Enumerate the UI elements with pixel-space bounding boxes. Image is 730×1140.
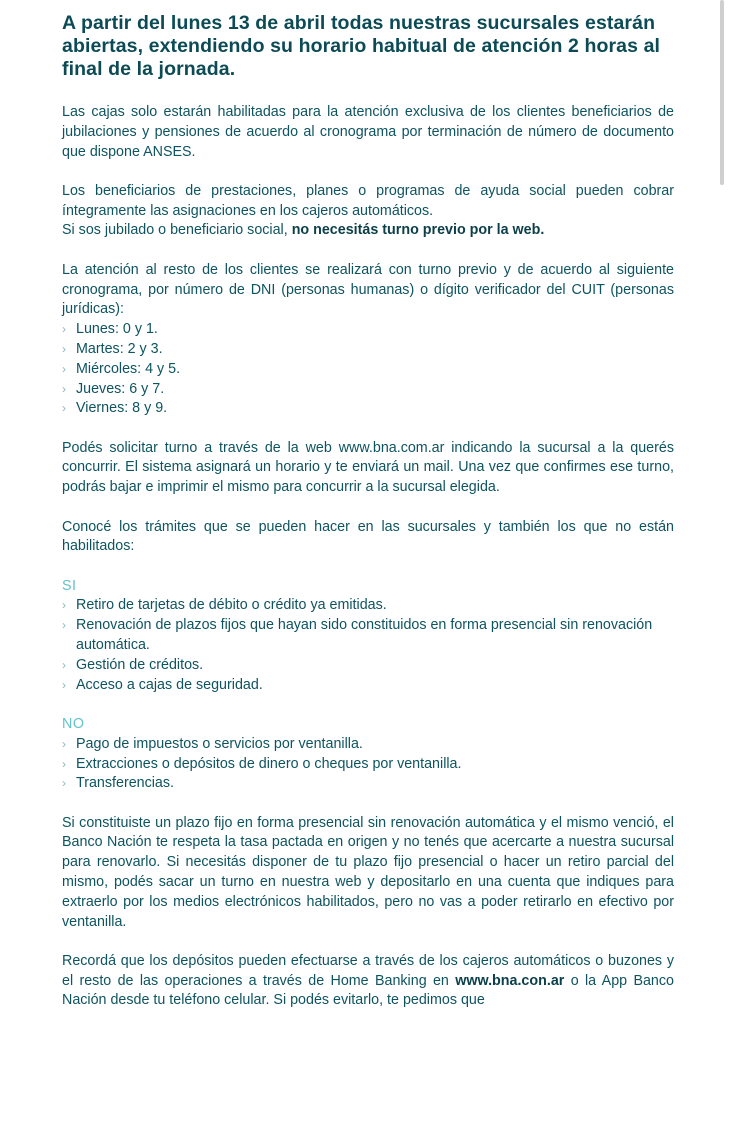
bullet-arrow-icon: › [62, 776, 66, 791]
paragraph-resto-clientes: La atención al resto de los clientes se realizará con turno previo y de acuerdo al siguiente cronograma, por número de DNI (personas humanas) o dígito verificador del CUIT (personas jurídicas): [62, 261, 674, 318]
list-item: › Renovación de plazos fijos que hayan sido constituidos en forma presencial sin renovación automática. [62, 617, 653, 654]
bullet-arrow-icon: › [62, 361, 66, 376]
list-item: › Martes: 2 y 3. [62, 340, 674, 360]
paragraph-cajas: Las cajas solo estarán habilitadas para la atención exclusiva de los clientes beneficiarios de jubilaciones y pensiones de acuerdo al cronograma por terminación de número de documento que dispone ANSES. [62, 104, 674, 160]
bullet-arrow-icon: › [62, 401, 66, 416]
si-section-label: SI [62, 577, 77, 594]
bullet-arrow-icon: › [62, 322, 66, 337]
bna-link[interactable]: www.bna.con.ar [455, 972, 565, 989]
bullet-arrow-icon: › [62, 341, 66, 356]
cronograma-list [62, 320, 674, 419]
bullet-arrow-icon: › [62, 756, 66, 771]
list-item: › Lunes: 0 y 1. [62, 320, 674, 340]
notice-document [62, 12, 674, 1011]
bullet-arrow-icon: › [62, 381, 66, 396]
paragraph-solicitar-turno: Podés solicitar turno a través de la web www.bna.com.ar indicando la sucursal a la querés concurrir. El sistema asignará un horario y te enviará un mail. Una vez que confirmes ese turno, podrás bajar e imprimir el mismo para concurrir a la sucursal elegida. [62, 439, 674, 496]
list-item: › Jueves: 6 y 7. [62, 380, 674, 400]
jubilado-text: Si sos jubilado o beneficiario social, [62, 222, 288, 239]
paragraph-recorda: Recordá que los depósitos pueden efectuarse a través de los cajeros automáticos o buzones y el resto de las operaciones a través de Home Banking en www.bna.con.ar o la App Banco Nación desde tu teléfono celular. Si podés evitarlo, te pedimos que [62, 952, 674, 1009]
bullet-arrow-icon: › [62, 736, 66, 751]
bullet-arrow-icon: › [62, 618, 66, 633]
paragraph-beneficiarios: Los beneficiarios de prestaciones, planes o programas de ayuda social pueden cobrar íntegramente las asignaciones en los cajeros automáticos. [62, 182, 674, 219]
headline: A partir del lunes 13 de abril todas nuestras sucursales estarán abiertas, extendiendo su horario habitual de atención 2 horas al final de la jornada. [62, 12, 661, 80]
bullet-arrow-icon: › [62, 657, 66, 672]
list-item: › Pago de impuestos o servicios por ventanilla. [62, 735, 674, 755]
list-item: › Miércoles: 4 y 5. [62, 360, 674, 380]
paragraph-plazo-fijo: Si constituiste un plazo fijo en forma presencial sin renovación automática y el mismo venció, el Banco Nación te respeta la tasa pactada en origen y no tenés que acercarte a nuestra sucursal para renovarlo. Si necesitás disponer de tu plazo fijo presencial o hacer un retiro parcial del mismo, podés sacar un turno en nuestra web y depositarlo en una cuenta que indiques para extraerlo por los medios electrónicos habilitados, pero no vas a poder retirarlo en efectivo por ventanilla. [62, 814, 674, 930]
paragraph-jubilado [62, 221, 674, 241]
no-section-label: NO [62, 715, 85, 732]
bullet-arrow-icon: › [62, 598, 66, 613]
list-item: › Acceso a cajas de seguridad. [62, 676, 674, 696]
list-item: › Retiro de tarjetas de débito o crédito ya emitidas. [62, 596, 674, 616]
bullet-arrow-icon: › [62, 677, 66, 692]
list-item: › Transferencias. [62, 774, 674, 794]
no-list [62, 735, 674, 794]
list-item: › Gestión de créditos. [62, 656, 674, 676]
list-item: › Viernes: 8 y 9. [62, 399, 674, 419]
scrollbar[interactable] [720, 0, 724, 185]
list-item: › Extracciones o depósitos de dinero o cheques por ventanilla. [62, 755, 674, 775]
no-turno-emphasis: no necesitás turno previo por la web. [291, 222, 545, 239]
paragraph-conoce-tramites: Conocé los trámites que se pueden hacer en las sucursales y también los que no están habilitados: [62, 518, 674, 555]
si-list [62, 596, 674, 695]
